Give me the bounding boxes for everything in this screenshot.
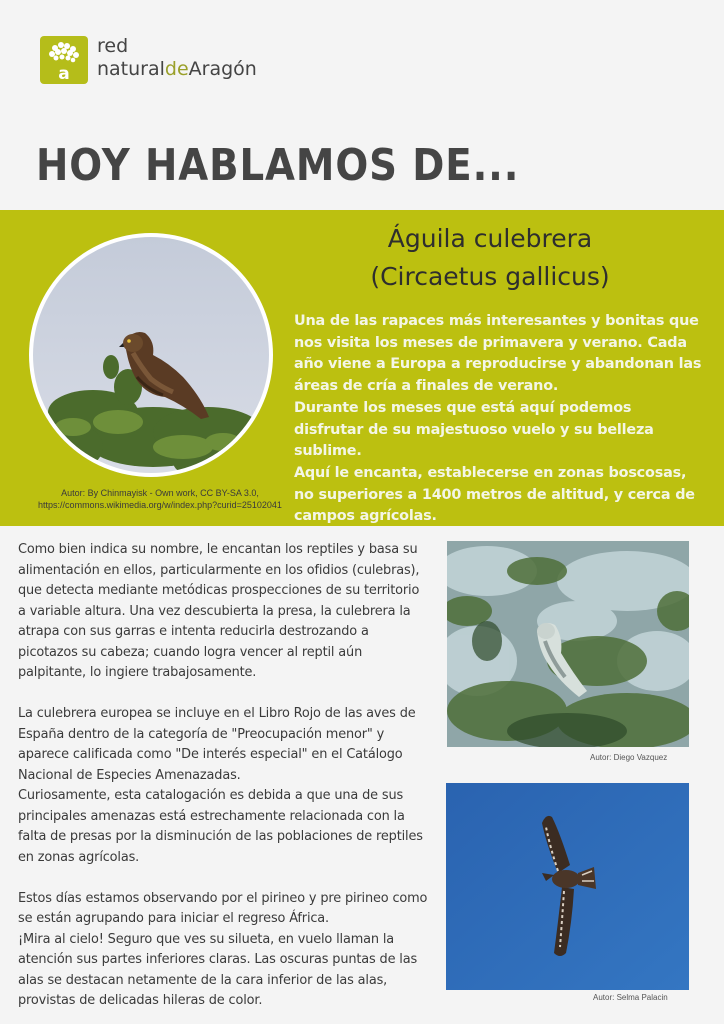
logo-mark — [40, 36, 88, 84]
body-paragraph: Curiosamente, esta catalogación es debida a que una de sus principales amenazas está estrechamente relacionada con la falta de presas por la disminución de las poblaciones de reptiles en zonas agrícolas. — [18, 788, 423, 865]
photo-credit-1: Autor: Diego Vazquez — [590, 753, 668, 762]
intro-text — [294, 311, 704, 528]
eagle-foliage-image — [447, 541, 689, 747]
logo-line-natural — [97, 57, 257, 81]
species-title — [290, 220, 690, 296]
logo-word-aragon: Aragón — [188, 58, 257, 80]
photo-credit-2: Autor: Selma Palacin — [593, 993, 668, 1002]
photo-credit-main-line1: Autor: By Chinmayisk - Own work, CC BY-SA 3.0, — [61, 488, 259, 498]
intro-paragraph: Durante los meses que está aquí podemos disfrutar de su majestuoso vuelo y su belleza sublime. — [294, 399, 654, 460]
intro-paragraph: Aquí le encanta, establecerse en zonas boscosas, no superiores a 1400 metros de altitud, y cerca de campos agrícolas. — [294, 464, 695, 525]
intro-paragraph: Una de las rapaces más interesantes y bonitas que nos visita los meses de primavera y verano. Cada año viene a Europa a reproducirse y abandonan las áreas de cría a finales de verano. — [294, 313, 702, 395]
eagle-flight-photo — [446, 783, 689, 990]
species-common-name: Águila culebrera — [387, 224, 593, 253]
eagle-foliage-photo — [447, 541, 689, 747]
eagle-perched-image — [33, 237, 269, 473]
logo[interactable] — [40, 36, 257, 84]
body-paragraph: La culebrera europea se incluye en el Libro Rojo de las aves de España dentro de la categoría de "Preocupación menor" y aparece calificada como "De interés especial" en el Catálogo Nacional de Especies Amenazadas. — [18, 706, 416, 783]
logo-word-de: de — [164, 58, 189, 80]
logo-wordmark — [97, 35, 257, 81]
eagle-perched-photo — [29, 233, 273, 477]
body-paragraph: Como bien indica su nombre, le encantan los reptiles y basa su alimentación en ellos, particularmente en los ofidios (culebras), que detecta mediante metódicas prospecciones de su territorio a variable altura. Una vez descubierta la presa, la culebrera la atrapa con sus garras e intenta reducirla destrozando a picotazos su cabeza; cuando logra vencer al reptil aún palpitante, lo ingiere trabajosamente. — [18, 542, 420, 680]
eagle-flight-image — [446, 783, 689, 990]
body-text — [18, 540, 428, 1012]
body-paragraph: ¡Mira al cielo! Seguro que ves su silueta, en vuelo llaman la atención sus partes inferiores claras. Las oscuras puntas de las alas se destacan netamente de la cara inferior de las alas, provistas de delicadas hileras de color. — [18, 931, 418, 1008]
logo-word-natural: natural — [97, 58, 165, 80]
logo-letter: a — [58, 64, 70, 84]
photo-credit-main — [20, 487, 300, 511]
photo-credit-main-line2: https://commons.wikimedia.org/w/index.php?curid=25102041 — [38, 500, 282, 510]
species-scientific-name: (Circaetus gallicus) — [370, 262, 610, 291]
page-headline: HOY HABLAMOS DE... — [36, 140, 520, 191]
body-paragraph: Estos días estamos observando por el pirineo y pre pirineo como se están agrupando para iniciar el regreso África. — [18, 890, 428, 926]
logo-line-red: red — [97, 35, 129, 57]
